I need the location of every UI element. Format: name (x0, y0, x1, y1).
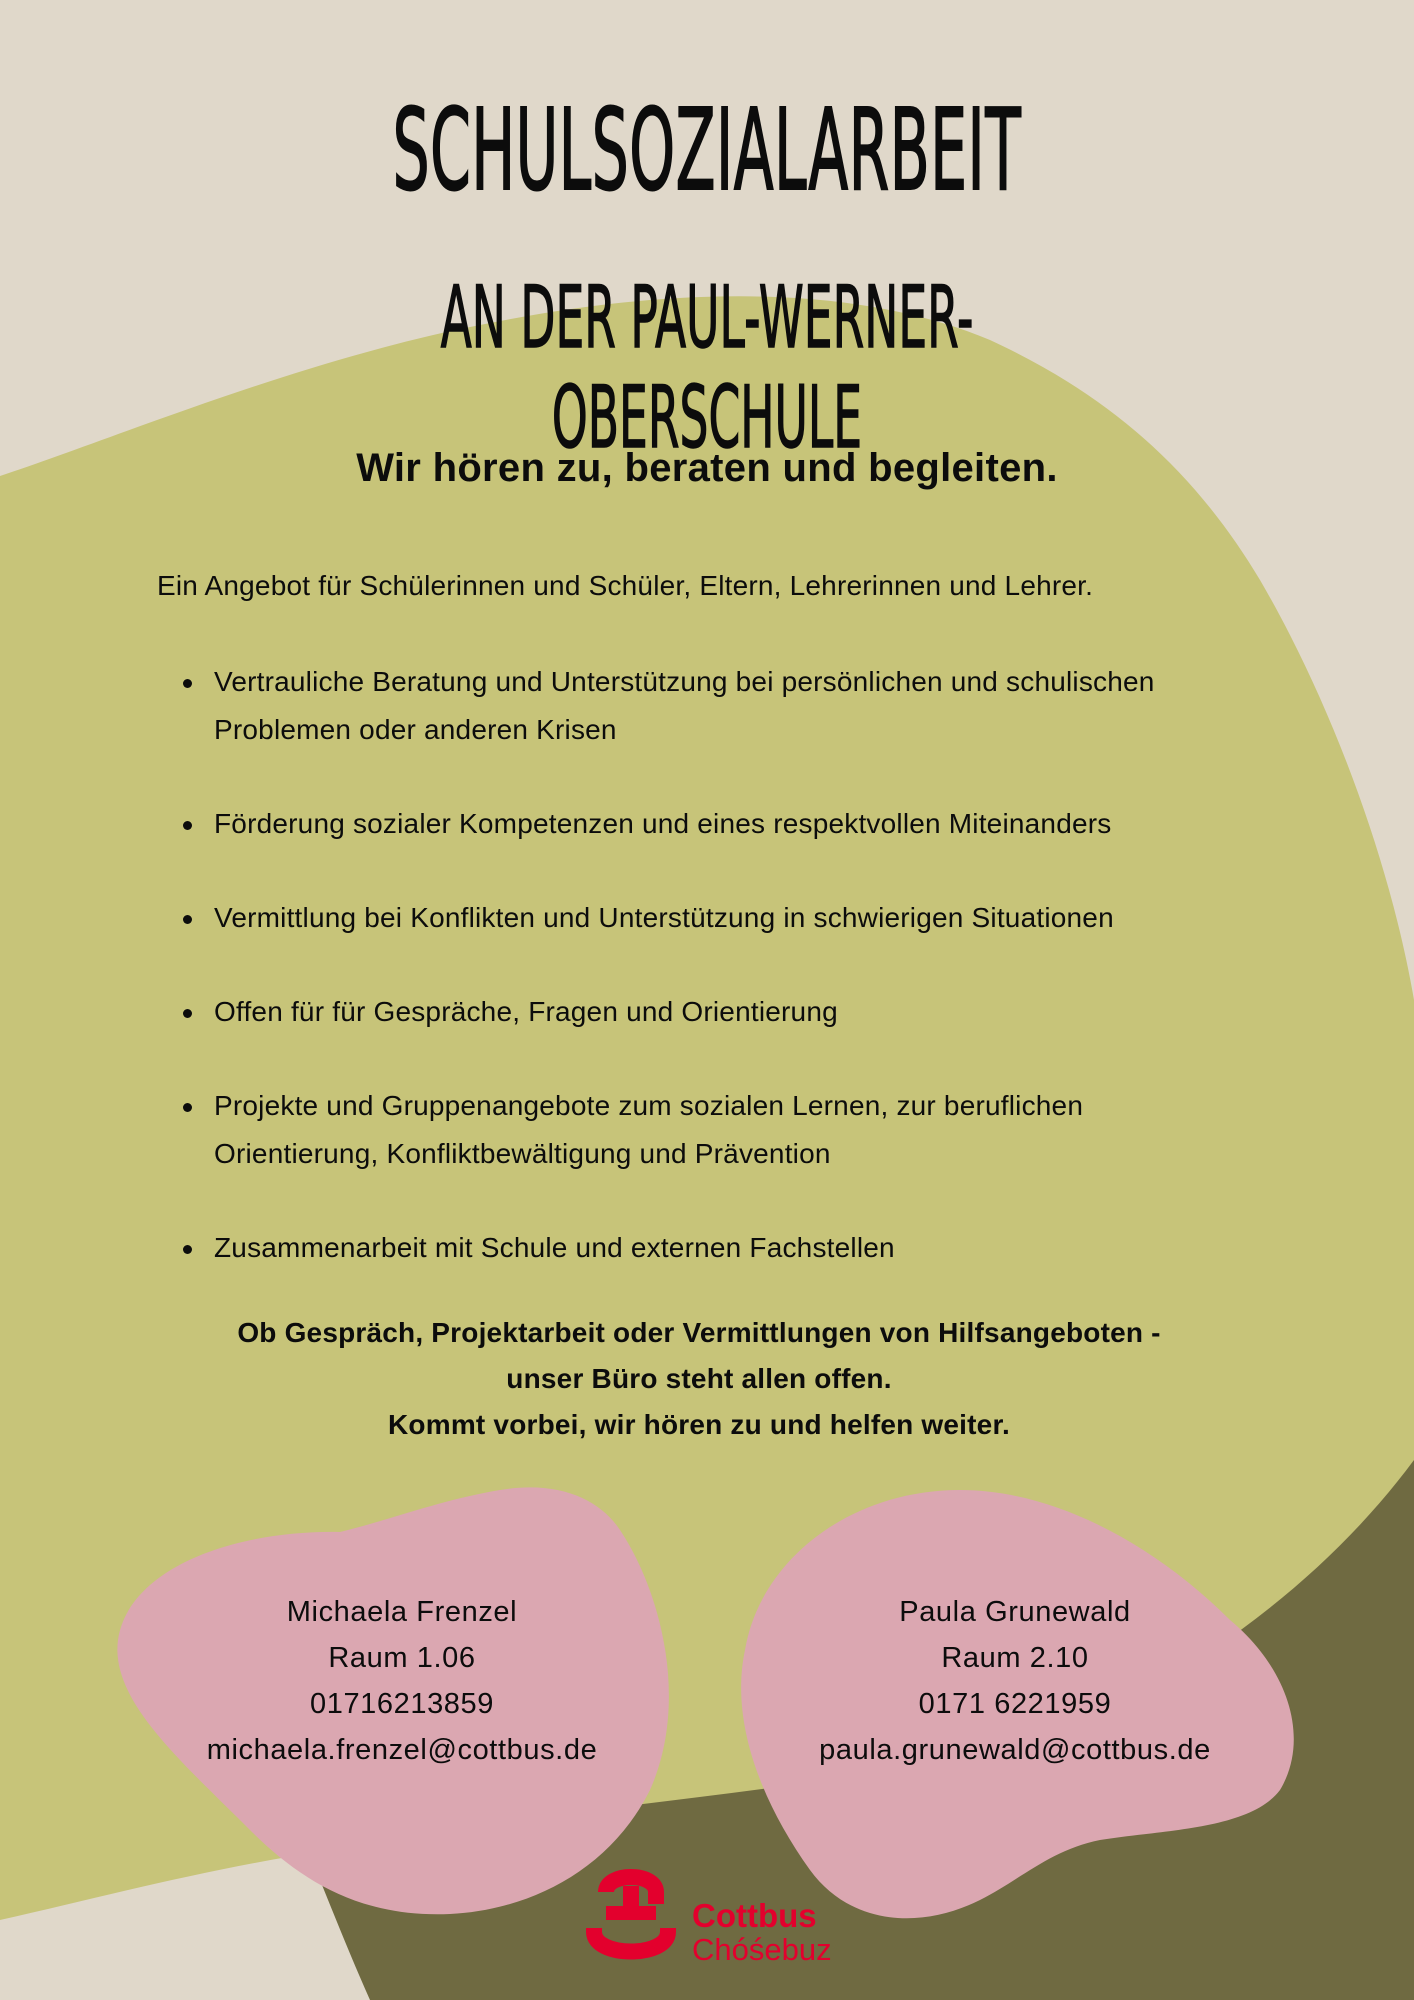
contact-email[interactable]: paula.grunewald@cottbus.de (819, 1734, 1211, 1766)
contact-email[interactable]: michaela.frenzel@cottbus.de (206, 1734, 598, 1766)
bullet-icon (183, 821, 192, 830)
cottbus-city-logo-icon (586, 1862, 676, 1972)
closing-line-1: Ob Gespräch, Projektarbeit oder Vermittlungen von Hilfsangeboten - (237, 1317, 1161, 1348)
list-item-line: Orientierung, Konfliktbewältigung und Prävention (214, 1138, 831, 1169)
list-item (157, 658, 1357, 754)
logo-name-secondary: Chóśebuz (692, 1932, 832, 1967)
bullet-icon (183, 679, 192, 688)
list-item (157, 894, 1357, 942)
contact-phone[interactable]: 01716213859 (309, 1688, 494, 1720)
list-item (157, 1082, 1357, 1178)
services-list (157, 658, 1357, 1318)
list-item-line: Vermittlung bei Konflikten und Unterstützung in schwierigen Situationen (214, 902, 1114, 933)
contact-name: Michaela Frenzel (286, 1596, 518, 1628)
contact-name: Paula Grunewald (899, 1596, 1131, 1628)
closing-line-2: unser Büro steht allen offen. (506, 1363, 892, 1394)
contact-room: Raum 1.06 (328, 1642, 476, 1674)
logo-name-primary: Cottbus (692, 1897, 817, 1934)
contact-phone[interactable]: 0171 6221959 (918, 1688, 1112, 1720)
list-item-line: Zusammenarbeit mit Schule und externen Fachstellen (214, 1232, 895, 1263)
tagline: Wir hören zu, beraten und begleiten. (356, 446, 1058, 490)
contact-card-frenzel (152, 1589, 652, 1773)
intro-text: Ein Angebot für Schülerinnen und Schüler, Eltern, Lehrerinnen und Lehrer. (157, 570, 1094, 601)
page-title: SCHULSOZIALARBEIT (392, 86, 1022, 216)
list-item-line: Vertrauliche Beratung und Unterstützung bei persönlichen und schulischen (214, 666, 1155, 697)
contact-card-grunewald (765, 1589, 1265, 1773)
page-subtitle: AN DER PAUL-WERNER-OBERSCHULE (440, 268, 974, 468)
list-item-line: Problemen oder anderen Krisen (214, 714, 617, 745)
list-item (157, 800, 1357, 848)
list-item-line: Offen für für Gespräche, Fragen und Orientierung (214, 996, 838, 1027)
bullet-icon (183, 1245, 192, 1254)
list-item-line: Förderung sozialer Kompetenzen und eines respektvollen Miteinanders (214, 808, 1112, 839)
closing-line-3: Kommt vorbei, wir hören zu und helfen weiter. (388, 1409, 1010, 1440)
list-item (157, 988, 1357, 1036)
cottbus-logo (586, 1862, 886, 1972)
list-item-line: Projekte und Gruppenangebote zum sozialen Lernen, zur beruflichen (214, 1090, 1084, 1121)
contact-room: Raum 2.10 (941, 1642, 1089, 1674)
bullet-icon (183, 1103, 192, 1112)
list-item (157, 1224, 1357, 1272)
bullet-icon (183, 1009, 192, 1018)
bullet-icon (183, 915, 192, 924)
closing-statement (0, 1310, 1398, 1448)
